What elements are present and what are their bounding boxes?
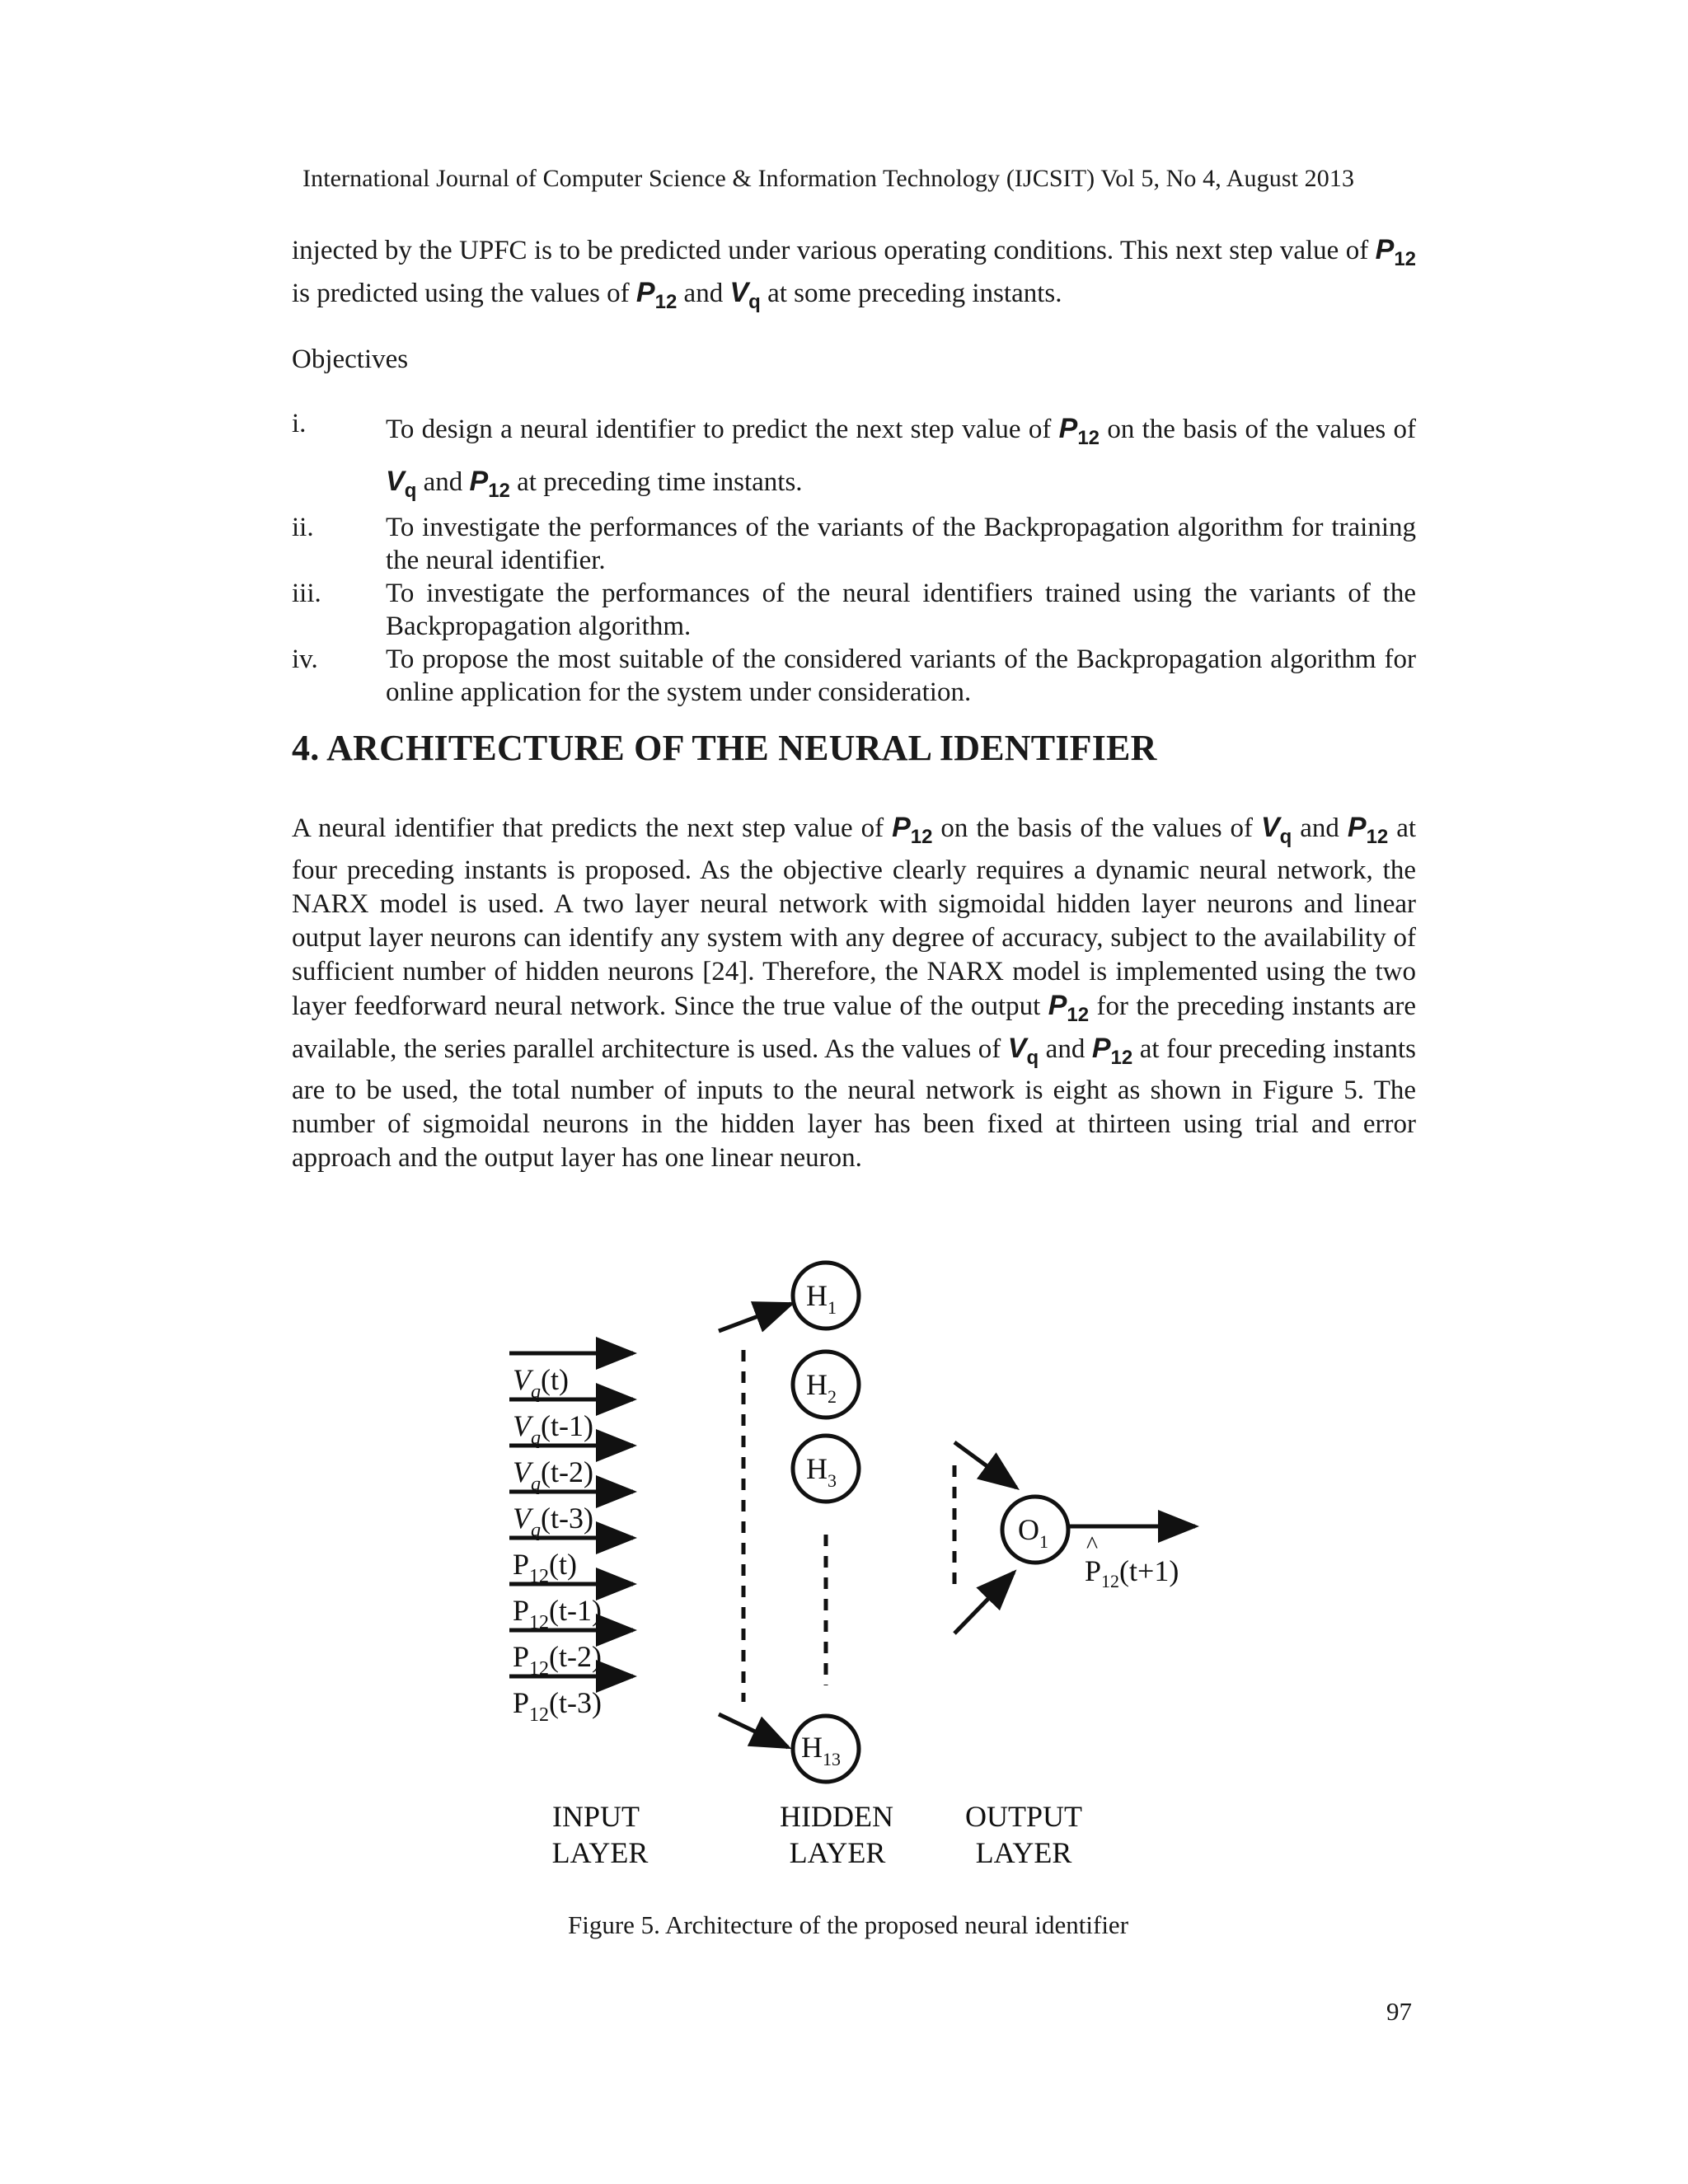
list-item xyxy=(292,577,1416,643)
svg-text:P12(t+1): $P_{12}(t+1)$ xyxy=(1085,1554,1179,1591)
list-item-text: To investigate the performances of the neural identifiers trained using the variants of the Backpropagation algorithm. xyxy=(386,578,1416,641)
objectives-heading: Objectives xyxy=(292,344,409,374)
hidden-layer-label: LAYER xyxy=(789,1836,886,1869)
arrow-to-h13 xyxy=(719,1714,788,1747)
list-item xyxy=(292,511,1416,577)
vq-symbol: $V_q$ xyxy=(1260,812,1292,848)
input-layer-label: INPUT xyxy=(552,1800,640,1833)
list-item-number: iv. xyxy=(292,644,318,674)
figure-caption: Figure 5. Architecture of the proposed neural identifier xyxy=(567,1910,1129,1939)
architecture-diagram xyxy=(462,1236,1253,1896)
hidden-neurons xyxy=(793,1263,859,1782)
hidden-label: $H_3$ xyxy=(806,1452,837,1491)
p12-symbol: $P_{12}$ xyxy=(469,465,510,502)
list-item-text: To design a neural identifier to predict the next step value of $P_{12}$ on the basis of the values of $V_q$ and $P_{12}$ at preceding time instants. xyxy=(386,413,1416,502)
p12-symbol: $P_{12}$ xyxy=(1347,812,1389,848)
list-item xyxy=(292,643,1416,709)
input-labels xyxy=(513,1363,602,1726)
p12-symbol: $P_{12}$ xyxy=(892,812,933,848)
arrow-to-output-top xyxy=(954,1442,1016,1488)
list-item xyxy=(292,407,1416,513)
svg-text:^: ^ xyxy=(1086,1531,1099,1558)
input-label: $V_q(t-3)$ xyxy=(513,1502,593,1541)
list-item-number: iii. xyxy=(292,578,321,608)
p12-symbol: $P_{12}$ xyxy=(1048,989,1090,1026)
hidden-label: $H_{13}$ xyxy=(801,1731,841,1769)
p12-symbol: $P_{12}$ xyxy=(1375,234,1417,270)
list-item-number: i. xyxy=(292,409,307,438)
input-label: $P_{12}(t-2)$ xyxy=(513,1640,602,1680)
output-layer-label: LAYER xyxy=(975,1836,1072,1869)
input-label: $P_{12}(t)$ xyxy=(513,1548,578,1587)
architecture-paragraph: A neural identifier that predicts the next step value of $P_{12}$ on the basis of the values of $V_q$ and $P_{12}$ at four preceding instants is proposed. As the objective clearly requires a dynamic neural network, the NARX model is used. A two layer neural network with sigmoidal hidden layer neurons and linear output layer neurons can identify any system with any degree of accuracy, subject to the availability of sufficient number of hidden neurons [24]. Therefore, the NARX model is implemented using the two layer feedforward neural network. Since the true value of the output $P_{12}$ for the preceding instants are available, the series parallel architecture is used. As the values of $V_q$ and $P_{12}$ at four preceding instants are to be used, the total number of inputs to the neural network is eight as shown in Figure 5. The number of sigmoidal neurons in the hidden layer has been fixed at thirteen using trial and error approach and the output layer has one linear neuron. xyxy=(292,812,1417,1174)
input-label: $V_q(t-2)$ xyxy=(513,1455,593,1495)
list-item-text: To propose the most suitable of the considered variants of the Backpropagation algorithm for online application for the system under consideration. xyxy=(386,644,1416,707)
arrow-to-h1 xyxy=(719,1304,791,1331)
objectives-list xyxy=(292,409,1416,709)
hidden-label: $H_2$ xyxy=(806,1368,837,1407)
neural-architecture-figure xyxy=(462,1236,1253,1896)
p12-symbol: $P_{12}$ xyxy=(635,276,678,313)
hidden-label: $H_1$ xyxy=(806,1279,837,1318)
p12-symbol: $P_{12}$ xyxy=(1091,1032,1133,1069)
output-neuron-label: $O_1$ xyxy=(1018,1513,1048,1552)
output-label xyxy=(1085,1531,1179,1591)
input-label: $P_{12}(t-3)$ xyxy=(513,1686,602,1726)
input-layer-label: LAYER xyxy=(551,1836,649,1869)
journal-header: International Journal of Computer Science & Information Technology (IJCSIT) Vol 5, No 4, August 2013 xyxy=(302,165,1355,192)
input-label: $P_{12}(t-1)$ xyxy=(513,1594,602,1633)
page-number: 97 xyxy=(1386,1997,1412,2026)
vq-symbol: $V_q$ xyxy=(729,276,761,313)
section-title: 4. ARCHITECTURE OF THE NEURAL IDENTIFIER xyxy=(292,728,1157,768)
list-item-number: ii. xyxy=(292,512,314,542)
layer-labels xyxy=(552,1800,1082,1869)
arrow-to-output-bottom xyxy=(954,1572,1014,1633)
input-label: $V_q(t)$ xyxy=(513,1363,569,1403)
list-item-text: To investigate the performances of the variants of the Backpropagation algorithm for training the neural identifier. xyxy=(386,512,1416,575)
vq-symbol: $V_q$ xyxy=(1007,1032,1039,1069)
p12-symbol: $P_{12}$ xyxy=(1058,413,1100,449)
vq-symbol: $V_q$ xyxy=(386,465,417,502)
intro-paragraph: injected by the UPFC is to be predicted under various operating conditions. This next step value of $P_{12}$ is predicted using the values of $P_{12}$ and $V_q$ at some preceding instants. xyxy=(292,234,1417,313)
hidden-layer-label: HIDDEN xyxy=(780,1800,893,1833)
input-label: $V_q(t-1)$ xyxy=(513,1409,593,1449)
output-layer-label: OUTPUT xyxy=(965,1800,1082,1833)
